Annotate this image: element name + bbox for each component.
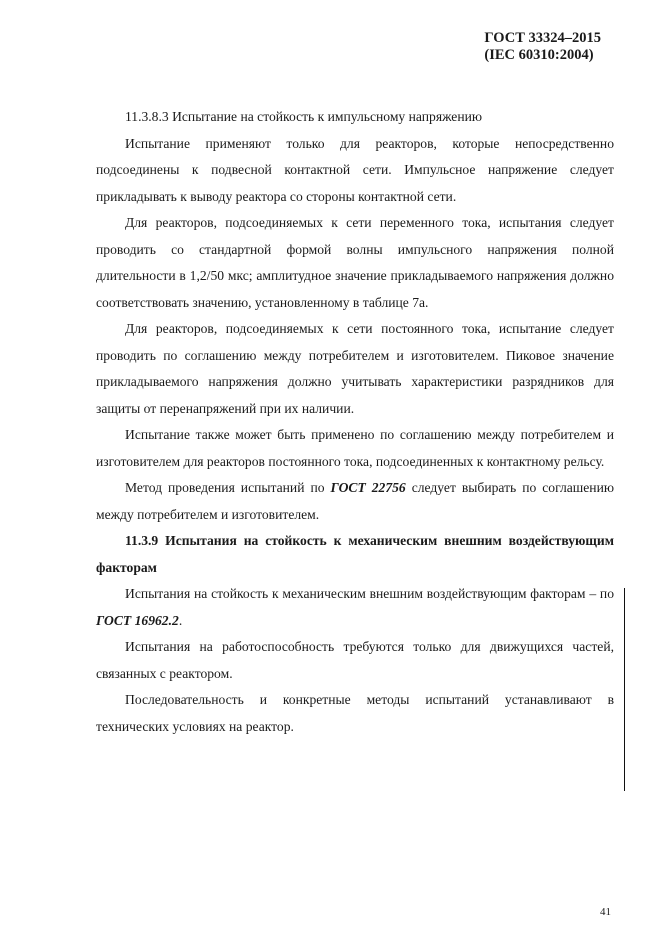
standard-reference: ГОСТ 16962.2 <box>96 612 179 628</box>
clause-heading-11-3-9: 11.3.9 Испытания на стойкость к механическим внешним воздействующим факторам <box>96 533 614 575</box>
page-number: 41 <box>600 906 611 918</box>
text: Испытания на стойкость к механическим внешним воздействующим факторам – по <box>125 586 614 601</box>
paragraph <box>96 475 614 528</box>
paragraph: Испытание также может быть применено по соглашению между потребителем и изготовителем для реакторов постоянного тока, подсоединенных к контактному рельсу. <box>96 427 614 469</box>
clause-heading-11-3-8-3: 11.3.8.3 Испытание на стойкость к импульсному напряжению <box>125 109 483 124</box>
text: Метод проведения испытаний по <box>125 480 331 495</box>
iec-reference: (IEC 60310:2004) <box>484 47 594 63</box>
paragraph: Испытание применяют только для реакторов, которые непосредственно подсоединены к подвесной контактной сети. Импульсное напряжение следует прикладывать к выводу реактора со стороны контактной сети. <box>96 135 614 204</box>
document-body <box>96 104 614 740</box>
page-header <box>484 30 601 64</box>
change-bar <box>624 588 625 791</box>
paragraph: Испытания на работоспособность требуются только для движущихся частей, связанных с реактором. <box>96 639 614 681</box>
paragraph: Для реакторов, подсоединяемых к сети постоянного тока, испытание следует проводить по соглашению между потребителем и изготовителем. Пиковое значение прикладываемого напряжения должно учитывать характеристики разрядников для защиты от перенапряжений при их наличии. <box>96 321 614 416</box>
text: следует выбирать по соглашению между потребителем и изготовителем. <box>96 480 614 522</box>
standard-reference: ГОСТ 22756 <box>330 480 406 495</box>
standard-number: ГОСТ 33324–2015 <box>484 30 601 46</box>
text: . <box>178 612 183 628</box>
paragraph: Для реакторов, подсоединяемых к сети переменного тока, испытания следует проводить со стандартной формой волны импульсного напряжения полной длительности в 1,2/50 мкс; амплитудное значение прикладываемого напряжения должно соответствовать значению, установленному в таблице 7а. <box>96 215 614 310</box>
paragraph: Последовательность и конкретные методы испытаний устанавливают в технических условиях на реактор. <box>96 692 614 734</box>
paragraph <box>96 581 614 634</box>
